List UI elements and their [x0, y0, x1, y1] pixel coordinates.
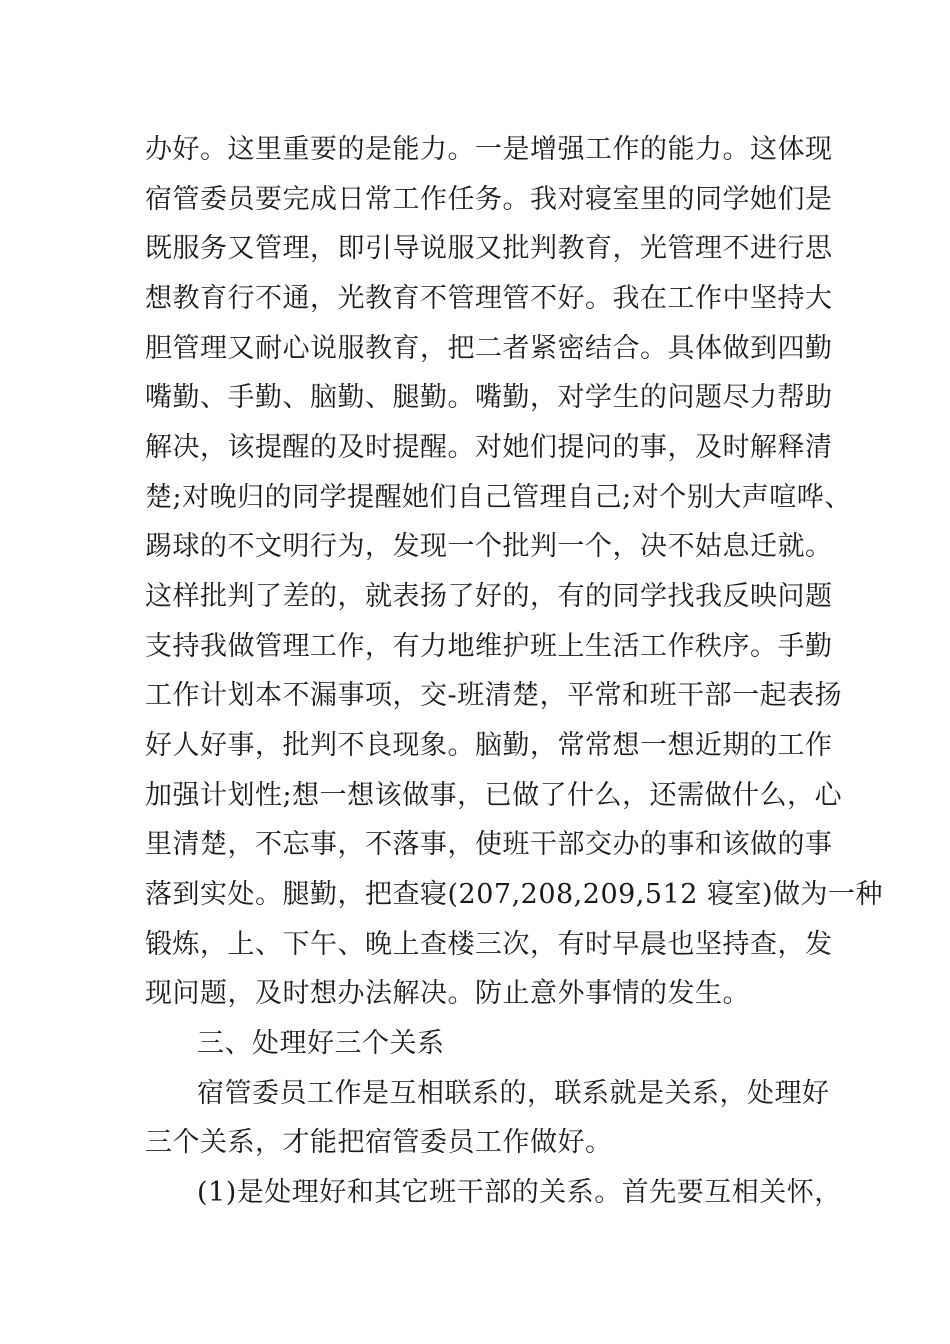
body-line-6: 嘴勤、手勤、脑勤、腿勤。嘴勤，对学生的问题尽力帮助 [145, 382, 833, 413]
body-line-9: 踢球的不文明行为，发现一个批判一个，决不姑息迁就。 [145, 531, 833, 562]
body-line-5: 胆管理又耐心说服教育，把二者紧密结合。具体做到四勤 [145, 333, 833, 364]
para3-line-1: (1)是处理好和其它班干部的关系。首先要互相关怀， [197, 1177, 842, 1208]
body-line-14: 加强计划性;想一想该做事，已做了什么，还需做什么，心 [145, 780, 843, 811]
body-line-15: 里清楚，不忘事，不落事，使班干部交办的事和该做的事 [145, 829, 833, 860]
body-line-13: 好人好事，批判不良现象。脑勤，常常想一想近期的工作 [145, 730, 833, 761]
body-line-1: 办好。这里重要的是能力。一是增强工作的能力。这体现 [145, 134, 833, 165]
body-line-2: 宿管委员要完成日常工作任务。我对寝室里的同学她们是 [145, 184, 833, 215]
body-line-17: 锻炼，上、下午、晚上查楼三次，有时早晨也坚持查，发 [145, 929, 833, 960]
body-line-10: 这样批判了差的，就表扬了好的，有的同学找我反映问题 [145, 581, 833, 612]
body-line-4: 想教育行不通，光教育不管理管不好。我在工作中坚持大 [145, 283, 833, 314]
body-line-3: 既服务又管理，即引导说服又批判教育，光管理不进行思 [145, 233, 833, 264]
body-line-18: 现问题，及时想办法解决。防止意外事情的发生。 [145, 978, 750, 1009]
para2-line-2: 三个关系，才能把宿管委员工作做好。 [145, 1127, 613, 1158]
body-line-11: 支持我做管理工作，有力地维护班上生活工作秩序。手勤 [145, 631, 833, 662]
body-line-8: 楚;对晚归的同学提醒她们自己管理自己;对个别大声喧哗、 [145, 482, 852, 513]
body-line-12: 工作计划本不漏事项，交-班清楚，平常和班干部一起表扬 [145, 680, 843, 711]
body-line-7: 解决，该提醒的及时提醒。对她们提问的事，及时解释清 [145, 432, 833, 463]
section-heading: 三、处理好三个关系 [197, 1028, 445, 1059]
para2-line-1: 宿管委员工作是互相联系的，联系就是关系，处理好 [197, 1078, 830, 1109]
body-line-16: 落到实处。腿勤，把查寝(207,208,209,512 寝室)做为一种 [145, 879, 884, 910]
